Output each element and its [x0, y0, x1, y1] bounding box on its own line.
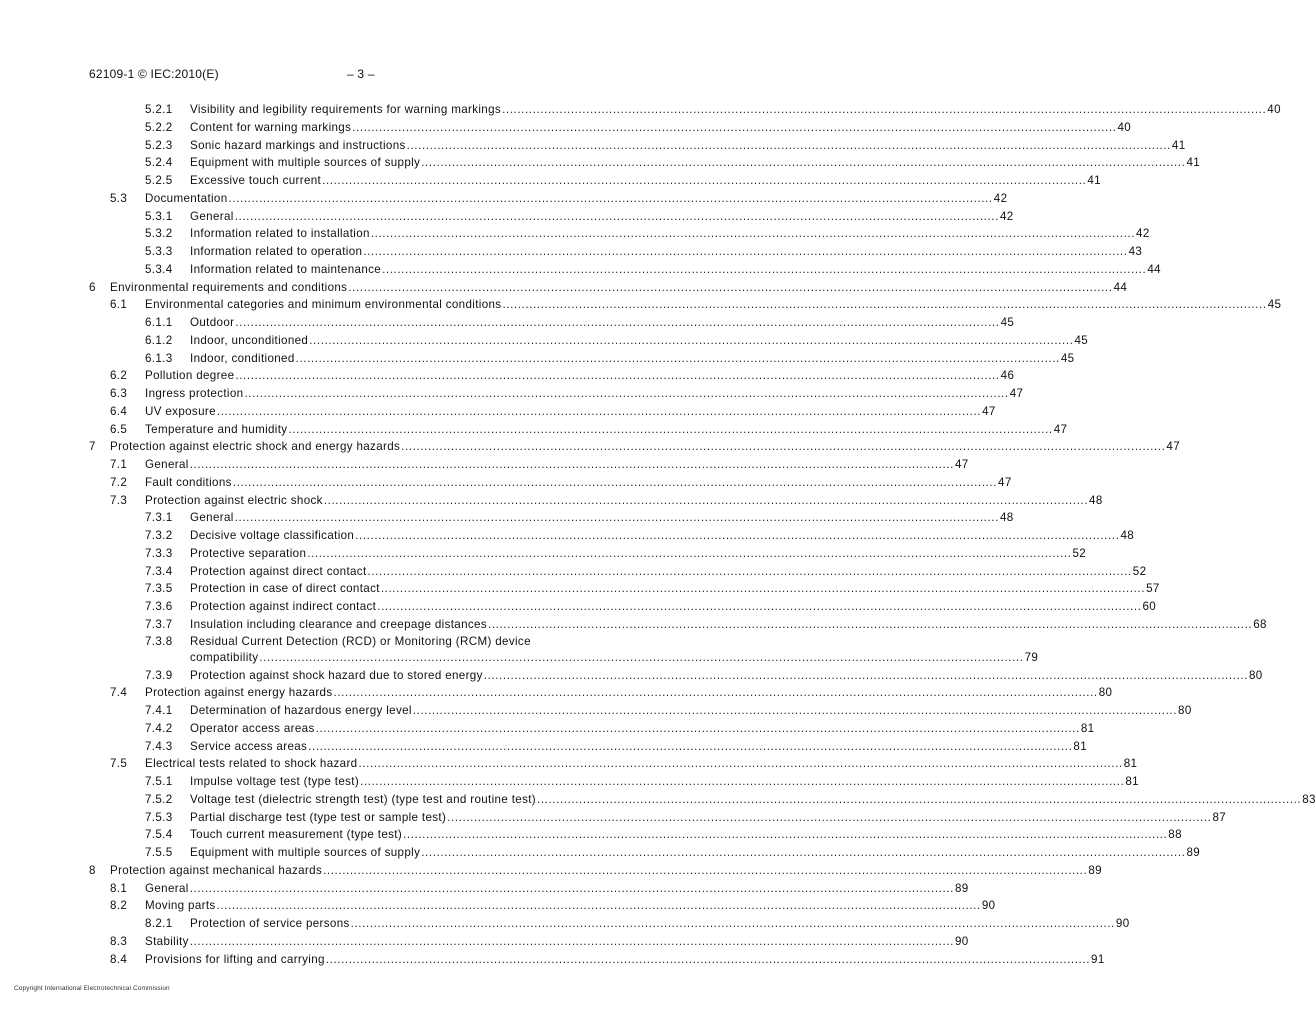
- toc-entry-line: [145, 897, 996, 915]
- toc-entry-number: 7.5.3: [145, 810, 173, 824]
- toc-entry[interactable]: [0, 809, 1227, 827]
- toc-entry-number: 8.3: [110, 934, 128, 948]
- toc-entry-number: 7.3.9: [145, 668, 173, 682]
- toc-entry-line: [190, 208, 1014, 226]
- toc-entry[interactable]: [0, 791, 1316, 809]
- toc-entry-line: [190, 915, 1130, 933]
- copyright-footer: Copyright International Electrotechnical Commission: [14, 985, 170, 992]
- toc-entry[interactable]: [0, 225, 1150, 243]
- toc-entry-title: Protection in case of direct contact: [190, 582, 380, 596]
- toc-entry[interactable]: [0, 509, 1014, 527]
- toc-entry-number: 8.2.1: [145, 917, 173, 930]
- toc-entry-line: [190, 314, 1015, 332]
- toc-entry[interactable]: [0, 190, 1008, 208]
- toc-entry-page: 44: [1147, 262, 1161, 276]
- toc-entry-line: [110, 438, 1181, 456]
- dot-leader: ........................................................................................................................................................................................................: [502, 298, 1267, 312]
- toc-entry-page: 42: [999, 209, 1014, 223]
- dot-leader: ........................................................................................................................................................................................................: [333, 686, 1098, 700]
- toc-entry-title: General: [145, 458, 189, 471]
- toc-entry-number: 5.3: [110, 191, 128, 205]
- toc-entry-page: 60: [1142, 600, 1157, 613]
- toc-entry[interactable]: [0, 527, 1135, 545]
- toc-entry[interactable]: [0, 634, 724, 650]
- toc-entry-page: 90: [981, 899, 996, 913]
- toc-entry-number: 7.3.5: [145, 582, 173, 596]
- toc-entry-page: 44: [1113, 280, 1128, 294]
- toc-entry-title: Ingress protection: [145, 387, 244, 400]
- dot-leader: ........................................................................................................................................................................................................: [235, 316, 1000, 329]
- table-of-contents: [0, 101, 1316, 968]
- toc-entry-page: 89: [1186, 846, 1201, 859]
- toc-entry-line: [190, 649, 1039, 667]
- toc-entry-page: 41: [1186, 156, 1201, 170]
- toc-entry-title: Partial discharge test (type test or sample test): [190, 810, 447, 824]
- toc-entry-page: 47: [1166, 440, 1181, 454]
- toc-entry-page: 41: [1171, 138, 1186, 152]
- toc-entry-title: Impulse voltage test (type test): [190, 775, 360, 788]
- dot-leader: ........................................................................................................................................................................................................: [295, 351, 1060, 365]
- toc-entry-line: [190, 738, 1088, 756]
- toc-entry-page: 48: [1120, 529, 1135, 542]
- dot-leader: ........................................................................................................................................................................................................: [189, 881, 954, 895]
- toc-entry[interactable]: [0, 350, 1075, 368]
- dot-leader: ........................................................................................................................................................................................................: [259, 651, 1024, 664]
- toc-entry-page: 80: [1249, 668, 1263, 682]
- toc-entry[interactable]: [0, 897, 996, 915]
- toc-entry-title: compatibility: [190, 651, 259, 664]
- toc-entry-line: [190, 580, 1160, 598]
- toc-entry-number: 7.3.3: [145, 546, 173, 560]
- standard-designation: 62109-1 © IEC:2010(E): [89, 67, 219, 81]
- toc-entry[interactable]: [0, 862, 1102, 880]
- toc-entry-line: [190, 154, 1201, 172]
- dot-leader: ........................................................................................................................................................................................................: [367, 564, 1132, 578]
- toc-entry-page: 52: [1072, 546, 1087, 560]
- toc-entry-page: 81: [1125, 775, 1139, 788]
- toc-entry-title: Protection against electric shock and energy hazards: [110, 440, 401, 454]
- toc-entry-line: [190, 137, 1186, 155]
- toc-entry[interactable]: [0, 367, 1015, 385]
- toc-entry[interactable]: [0, 580, 1160, 598]
- dot-leader: ........................................................................................................................................................................................................: [360, 775, 1125, 788]
- toc-entry-page: 48: [999, 511, 1014, 525]
- toc-entry-line: [190, 826, 1182, 844]
- dot-leader: ........................................................................................................................................................................................................: [355, 529, 1120, 542]
- toc-entry-title: Stability: [145, 934, 189, 948]
- toc-entry-page: 81: [1080, 721, 1095, 735]
- toc-entry-page: 79: [1024, 651, 1039, 664]
- toc-entry-page: 47: [982, 404, 996, 418]
- toc-entry-continuation[interactable]: [0, 649, 1039, 667]
- toc-entry-page: 41: [1087, 174, 1101, 187]
- toc-entry-title: Equipment with multiple sources of supply: [190, 846, 421, 859]
- toc-entry[interactable]: [0, 314, 1015, 332]
- toc-entry-title: Moving parts: [145, 899, 216, 913]
- toc-entry-line: [190, 119, 1132, 137]
- toc-entry-line: [145, 951, 1105, 969]
- toc-entry-title: Protection against indirect contact: [190, 600, 377, 613]
- toc-entry-page: 47: [954, 458, 969, 471]
- page-header: [89, 67, 637, 85]
- dot-leader: ........................................................................................................................................................................................................: [403, 828, 1168, 842]
- toc-entry-line: [145, 296, 1282, 314]
- toc-entry-page: 45: [1060, 351, 1075, 365]
- toc-entry-number: 7.2: [110, 475, 128, 489]
- toc-entry-page: 81: [1123, 757, 1138, 771]
- toc-entry-title: Outdoor: [190, 316, 235, 329]
- toc-entry-title: General: [145, 881, 189, 895]
- toc-entry-line: [145, 190, 1008, 208]
- toc-entry-title: Operator access areas: [190, 721, 315, 735]
- toc-entry-line: [145, 403, 996, 421]
- toc-entry-number: 6.1.1: [145, 316, 173, 329]
- toc-entry-line: [190, 791, 1316, 809]
- dot-leader: ........................................................................................................................................................................................................: [401, 440, 1166, 454]
- dot-leader: ........................................................................................................................................................................................................: [244, 387, 1009, 400]
- toc-entry-page: 45: [1000, 316, 1015, 329]
- toc-entry-number: 7.3.6: [145, 600, 173, 613]
- toc-entry[interactable]: [0, 545, 1087, 563]
- toc-entry[interactable]: [0, 598, 1157, 616]
- dot-leader: ........................................................................................................................................................................................................: [235, 369, 1000, 383]
- toc-entry[interactable]: [0, 720, 1095, 738]
- toc-entry[interactable]: [0, 421, 1068, 439]
- toc-entry[interactable]: [0, 563, 1147, 581]
- toc-entry-number: 7.4.2: [145, 721, 173, 735]
- toc-entry-number: 6.1: [110, 298, 128, 312]
- dot-leader: ........................................................................................................................................................................................................: [325, 952, 1091, 966]
- toc-entry-line: [190, 350, 1075, 368]
- toc-entry-number: 7.3: [110, 493, 128, 507]
- toc-entry-page: 89: [954, 881, 969, 895]
- toc-entry-page: 45: [1074, 333, 1089, 347]
- toc-entry-page: 42: [993, 191, 1008, 205]
- toc-entry-page: 87: [1212, 810, 1227, 824]
- toc-entry[interactable]: [0, 915, 1130, 933]
- dot-leader: ........................................................................................................................................................................................................: [502, 103, 1267, 116]
- toc-entry-page: 42: [1136, 227, 1150, 241]
- toc-entry[interactable]: [0, 667, 1263, 685]
- toc-entry-page: 68: [1253, 617, 1267, 631]
- dot-leader: ........................................................................................................................................................................................................: [412, 704, 1178, 717]
- toc-entry[interactable]: [0, 755, 1138, 773]
- dot-leader: ........................................................................................................................................................................................................: [370, 227, 1136, 241]
- toc-entry-line: [190, 598, 1157, 616]
- toc-entry-number: 5.2.4: [145, 156, 173, 170]
- toc-entry-number: 5.3.1: [145, 209, 173, 223]
- toc-entry[interactable]: [0, 684, 1113, 702]
- dot-leader: ........................................................................................................................................................................................................: [234, 209, 999, 223]
- toc-entry[interactable]: [0, 880, 969, 898]
- toc-entry-page: 90: [1115, 917, 1130, 930]
- toc-entry-number: 8.2: [110, 899, 128, 913]
- toc-entry-page: 80: [1178, 704, 1192, 717]
- toc-entry-page: 46: [1000, 369, 1015, 383]
- toc-entry-title: Information related to maintenance: [190, 262, 382, 276]
- toc-entry-page: 88: [1168, 828, 1182, 842]
- dot-leader: ........................................................................................................................................................................................................: [421, 846, 1186, 859]
- toc-entry-line: [190, 809, 1227, 827]
- toc-entry-number: 5.2.2: [145, 120, 173, 134]
- toc-entry-number: 8: [89, 863, 96, 877]
- toc-entry[interactable]: [0, 826, 1182, 844]
- toc-entry-line: [190, 225, 1150, 243]
- toc-entry-number: 7.3.8: [145, 634, 173, 648]
- dot-leader: ........................................................................................................................................................................................................: [421, 156, 1186, 170]
- toc-entry[interactable]: [0, 492, 1103, 510]
- toc-entry-line: [145, 492, 1103, 510]
- toc-entry-line: [190, 616, 1267, 634]
- dot-leader: ........................................................................................................................................................................................................: [358, 757, 1123, 771]
- toc-entry-title: Determination of hazardous energy level: [190, 704, 412, 717]
- toc-entry-title: Protective separation: [190, 546, 307, 560]
- toc-entry-line: [190, 563, 1147, 581]
- toc-entry-page: 40: [1267, 103, 1281, 116]
- dot-leader: ........................................................................................................................................................................................................: [216, 404, 982, 418]
- toc-entry-number: 6.5: [110, 422, 128, 436]
- toc-entry[interactable]: [0, 933, 969, 951]
- toc-entry-title: Temperature and humidity: [145, 422, 288, 436]
- toc-entry-number: 7.4.1: [145, 704, 173, 717]
- dot-leader: ........................................................................................................................................................................................................: [348, 280, 1113, 294]
- toc-entry[interactable]: [0, 101, 1281, 119]
- toc-entry-title: Environmental categories and minimum environmental conditions: [145, 298, 502, 312]
- toc-entry-number: 7.5.5: [145, 846, 173, 859]
- dot-leader: ........................................................................................................................................................................................................: [488, 617, 1253, 631]
- toc-entry[interactable]: [0, 951, 1105, 969]
- toc-entry-number: 6.1.2: [145, 333, 173, 347]
- toc-entry-title: Excessive touch current: [190, 174, 322, 187]
- toc-entry-line: [190, 101, 1281, 119]
- toc-entry[interactable]: [0, 243, 1143, 261]
- toc-entry-number: 7.5.4: [145, 828, 173, 842]
- toc-entry[interactable]: [0, 296, 1282, 314]
- toc-entry[interactable]: [0, 616, 1267, 634]
- toc-entry-number: 7: [89, 440, 96, 454]
- toc-entry-line: [190, 844, 1201, 862]
- toc-entry-title: Sonic hazard markings and instructions: [190, 138, 406, 152]
- toc-entry[interactable]: [0, 844, 1201, 862]
- dot-leader: ........................................................................................................................................................................................................: [307, 546, 1072, 560]
- toc-entry-page: 80: [1098, 686, 1113, 700]
- toc-entry-number: 7.4.3: [145, 739, 173, 753]
- toc-entry-number: 5.3.4: [145, 262, 173, 276]
- toc-entry-number: 5.2.1: [145, 103, 173, 116]
- toc-entry-title: Information related to operation: [190, 245, 363, 258]
- toc-entry-title: Protection against mechanical hazards: [110, 863, 323, 877]
- toc-entry-number: 8.4: [110, 952, 128, 966]
- dot-leader: ........................................................................................................................................................................................................: [308, 739, 1073, 753]
- toc-entry-title-line1: Residual Current Detection (RCD) or Monitoring (RCM) device: [190, 634, 531, 648]
- toc-entry-title: General: [190, 209, 234, 223]
- toc-entry-number: 7.3.7: [145, 617, 173, 631]
- toc-entry[interactable]: [0, 332, 1089, 350]
- toc-entry-page: 81: [1073, 739, 1088, 753]
- toc-entry-title: Electrical tests related to shock hazard: [145, 757, 358, 771]
- toc-entry[interactable]: [0, 119, 1132, 137]
- toc-entry-title: Equipment with multiple sources of supply: [190, 156, 421, 170]
- toc-entry[interactable]: [0, 403, 996, 421]
- toc-entry-title: Indoor, conditioned: [190, 351, 295, 365]
- toc-entry-number: 5.2.5: [145, 174, 173, 187]
- toc-entry-line: [110, 279, 1128, 297]
- toc-entry-number: 6.3: [110, 387, 128, 400]
- toc-entry-page: 47: [1009, 387, 1024, 400]
- dot-leader: ........................................................................................................................................................................................................: [350, 917, 1115, 930]
- toc-entry-title: Environmental requirements and conditions: [110, 280, 348, 294]
- dot-leader: ........................................................................................................................................................................................................: [363, 245, 1128, 258]
- toc-entry-number: 6.2: [110, 369, 128, 383]
- toc-entry[interactable]: [0, 702, 1192, 720]
- toc-entry-number: 5.2.3: [145, 138, 173, 152]
- toc-entry-line: [145, 474, 1012, 492]
- toc-entry-line: [145, 385, 1024, 403]
- dot-leader: ........................................................................................................................................................................................................: [323, 863, 1088, 877]
- toc-entry-line: [145, 755, 1138, 773]
- toc-entry-line: [190, 527, 1135, 545]
- dot-leader: ........................................................................................................................................................................................................: [447, 810, 1212, 824]
- toc-entry-title: UV exposure: [145, 404, 216, 418]
- toc-entry[interactable]: [0, 474, 1012, 492]
- dot-leader: ........................................................................................................................................................................................................: [483, 668, 1248, 682]
- dot-leader: ........................................................................................................................................................................................................: [377, 600, 1142, 613]
- dot-leader: ........................................................................................................................................................................................................: [309, 333, 1074, 347]
- toc-entry-number: 7.3.4: [145, 564, 173, 578]
- toc-entry-title: Fault conditions: [145, 475, 232, 489]
- toc-entry-title: Insulation including clearance and creepage distances: [190, 617, 487, 631]
- toc-entry-number: 8.1: [110, 881, 128, 895]
- toc-entry-number: 7.3.2: [145, 529, 173, 542]
- toc-entry-page: 45: [1267, 298, 1282, 312]
- toc-entry-number: 7.4: [110, 686, 128, 700]
- toc-entry-page: 90: [954, 934, 969, 948]
- toc-entry-title: Protection against electric shock: [145, 493, 323, 507]
- toc-entry-page: 83: [1302, 792, 1316, 806]
- toc-entry-line: [190, 261, 1161, 279]
- toc-entry-title: Decisive voltage classification: [190, 529, 355, 542]
- toc-entry-number: 6: [89, 280, 96, 294]
- toc-entry-number: 5.3.2: [145, 227, 173, 241]
- toc-entry-number: 7.5.1: [145, 775, 173, 788]
- toc-entry-line: [190, 332, 1089, 350]
- toc-entry[interactable]: [0, 738, 1088, 756]
- toc-entry[interactable]: [0, 385, 1024, 403]
- toc-entry-page: 52: [1132, 564, 1147, 578]
- dot-leader: ........................................................................................................................................................................................................: [352, 120, 1117, 134]
- toc-entry-line: [190, 172, 1101, 190]
- dot-leader: ........................................................................................................................................................................................................: [406, 138, 1171, 152]
- dot-leader: ........................................................................................................................................................................................................: [537, 792, 1302, 806]
- toc-entry[interactable]: [0, 172, 1101, 190]
- toc-entry-number: 6.4: [110, 404, 128, 418]
- toc-entry-title: Protection against energy hazards: [145, 686, 333, 700]
- toc-entry-title: [190, 634, 531, 650]
- dot-leader: ........................................................................................................................................................................................................: [189, 458, 954, 471]
- toc-entry-title: Visibility and legibility requirements for warning markings: [190, 103, 502, 116]
- dot-leader: ........................................................................................................................................................................................................: [288, 422, 1053, 436]
- toc-entry[interactable]: [0, 456, 969, 474]
- toc-entry-title: General: [190, 511, 234, 525]
- toc-entry-line: [110, 862, 1102, 880]
- toc-entry-line: [190, 667, 1263, 685]
- toc-entry-title: Pollution degree: [145, 369, 235, 383]
- toc-entry-page: 40: [1117, 120, 1132, 134]
- dot-leader: ........................................................................................................................................................................................................: [232, 475, 998, 489]
- dot-leader: ........................................................................................................................................................................................................: [380, 582, 1146, 596]
- toc-entry-line: [190, 243, 1143, 261]
- toc-entry-title: Service access areas: [190, 739, 308, 753]
- dot-leader: ........................................................................................................................................................................................................: [323, 493, 1089, 507]
- toc-entry-number: 5.3.3: [145, 245, 173, 258]
- toc-entry-line: [145, 456, 969, 474]
- toc-entry[interactable]: [0, 208, 1014, 226]
- toc-entry-title: Touch current measurement (type test): [190, 828, 403, 842]
- toc-entry-title: Content for warning markings: [190, 120, 352, 134]
- toc-entry-number: 7.5: [110, 757, 128, 771]
- toc-entry-page: 91: [1091, 952, 1105, 966]
- dot-leader: ........................................................................................................................................................................................................: [234, 511, 999, 525]
- toc-entry-page: 48: [1089, 493, 1103, 507]
- dot-leader: ........................................................................................................................................................................................................: [189, 934, 954, 948]
- toc-entry-line: [145, 684, 1113, 702]
- toc-entry-line: [190, 509, 1014, 527]
- toc-entry-page: 47: [998, 475, 1012, 489]
- dot-leader: ........................................................................................................................................................................................................: [228, 191, 993, 205]
- toc-entry-number: 7.5.2: [145, 792, 173, 806]
- toc-entry-title: Protection against shock hazard due to stored energy: [190, 668, 483, 682]
- page-number: – 3 –: [347, 67, 375, 81]
- toc-entry-line: [190, 773, 1139, 791]
- toc-entry-title: Documentation: [145, 191, 228, 205]
- toc-entry-number: 7.3.1: [145, 511, 173, 525]
- toc-entry-page: 89: [1088, 863, 1102, 877]
- toc-entry-page: 57: [1146, 582, 1160, 596]
- toc-entry-title: Information related to installation: [190, 227, 370, 241]
- toc-entry-line: [145, 880, 969, 898]
- toc-entry-line: [145, 421, 1068, 439]
- toc-entry[interactable]: [0, 261, 1161, 279]
- toc-entry-title: Voltage test (dielectric strength test) (type test and routine test): [190, 792, 537, 806]
- toc-entry-line: [190, 545, 1087, 563]
- dot-leader: ........................................................................................................................................................................................................: [216, 899, 981, 913]
- dot-leader: ........................................................................................................................................................................................................: [382, 262, 1147, 276]
- toc-entry-page: 43: [1128, 245, 1143, 258]
- toc-entry-line: [145, 933, 969, 951]
- toc-entry[interactable]: [0, 773, 1139, 791]
- dot-leader: ........................................................................................................................................................................................................: [315, 721, 1080, 735]
- toc-entry-number: 7.1: [110, 458, 128, 471]
- toc-entry[interactable]: [0, 154, 1201, 172]
- toc-entry-line: [190, 702, 1192, 720]
- toc-entry-title: Provisions for lifting and carrying: [145, 952, 325, 966]
- toc-entry[interactable]: [0, 438, 1181, 456]
- dot-leader: ........................................................................................................................................................................................................: [322, 174, 1087, 187]
- toc-entry[interactable]: [0, 279, 1128, 297]
- toc-entry-title: Protection of service persons: [190, 917, 350, 930]
- toc-entry[interactable]: [0, 137, 1186, 155]
- toc-entry-page: 47: [1053, 422, 1068, 436]
- toc-entry-line: [145, 367, 1015, 385]
- toc-entry-line: [190, 720, 1095, 738]
- toc-entry-title: Protection against direct contact: [190, 564, 367, 578]
- toc-entry-title: Indoor, unconditioned: [190, 333, 309, 347]
- toc-entry-number: 6.1.3: [145, 351, 173, 365]
